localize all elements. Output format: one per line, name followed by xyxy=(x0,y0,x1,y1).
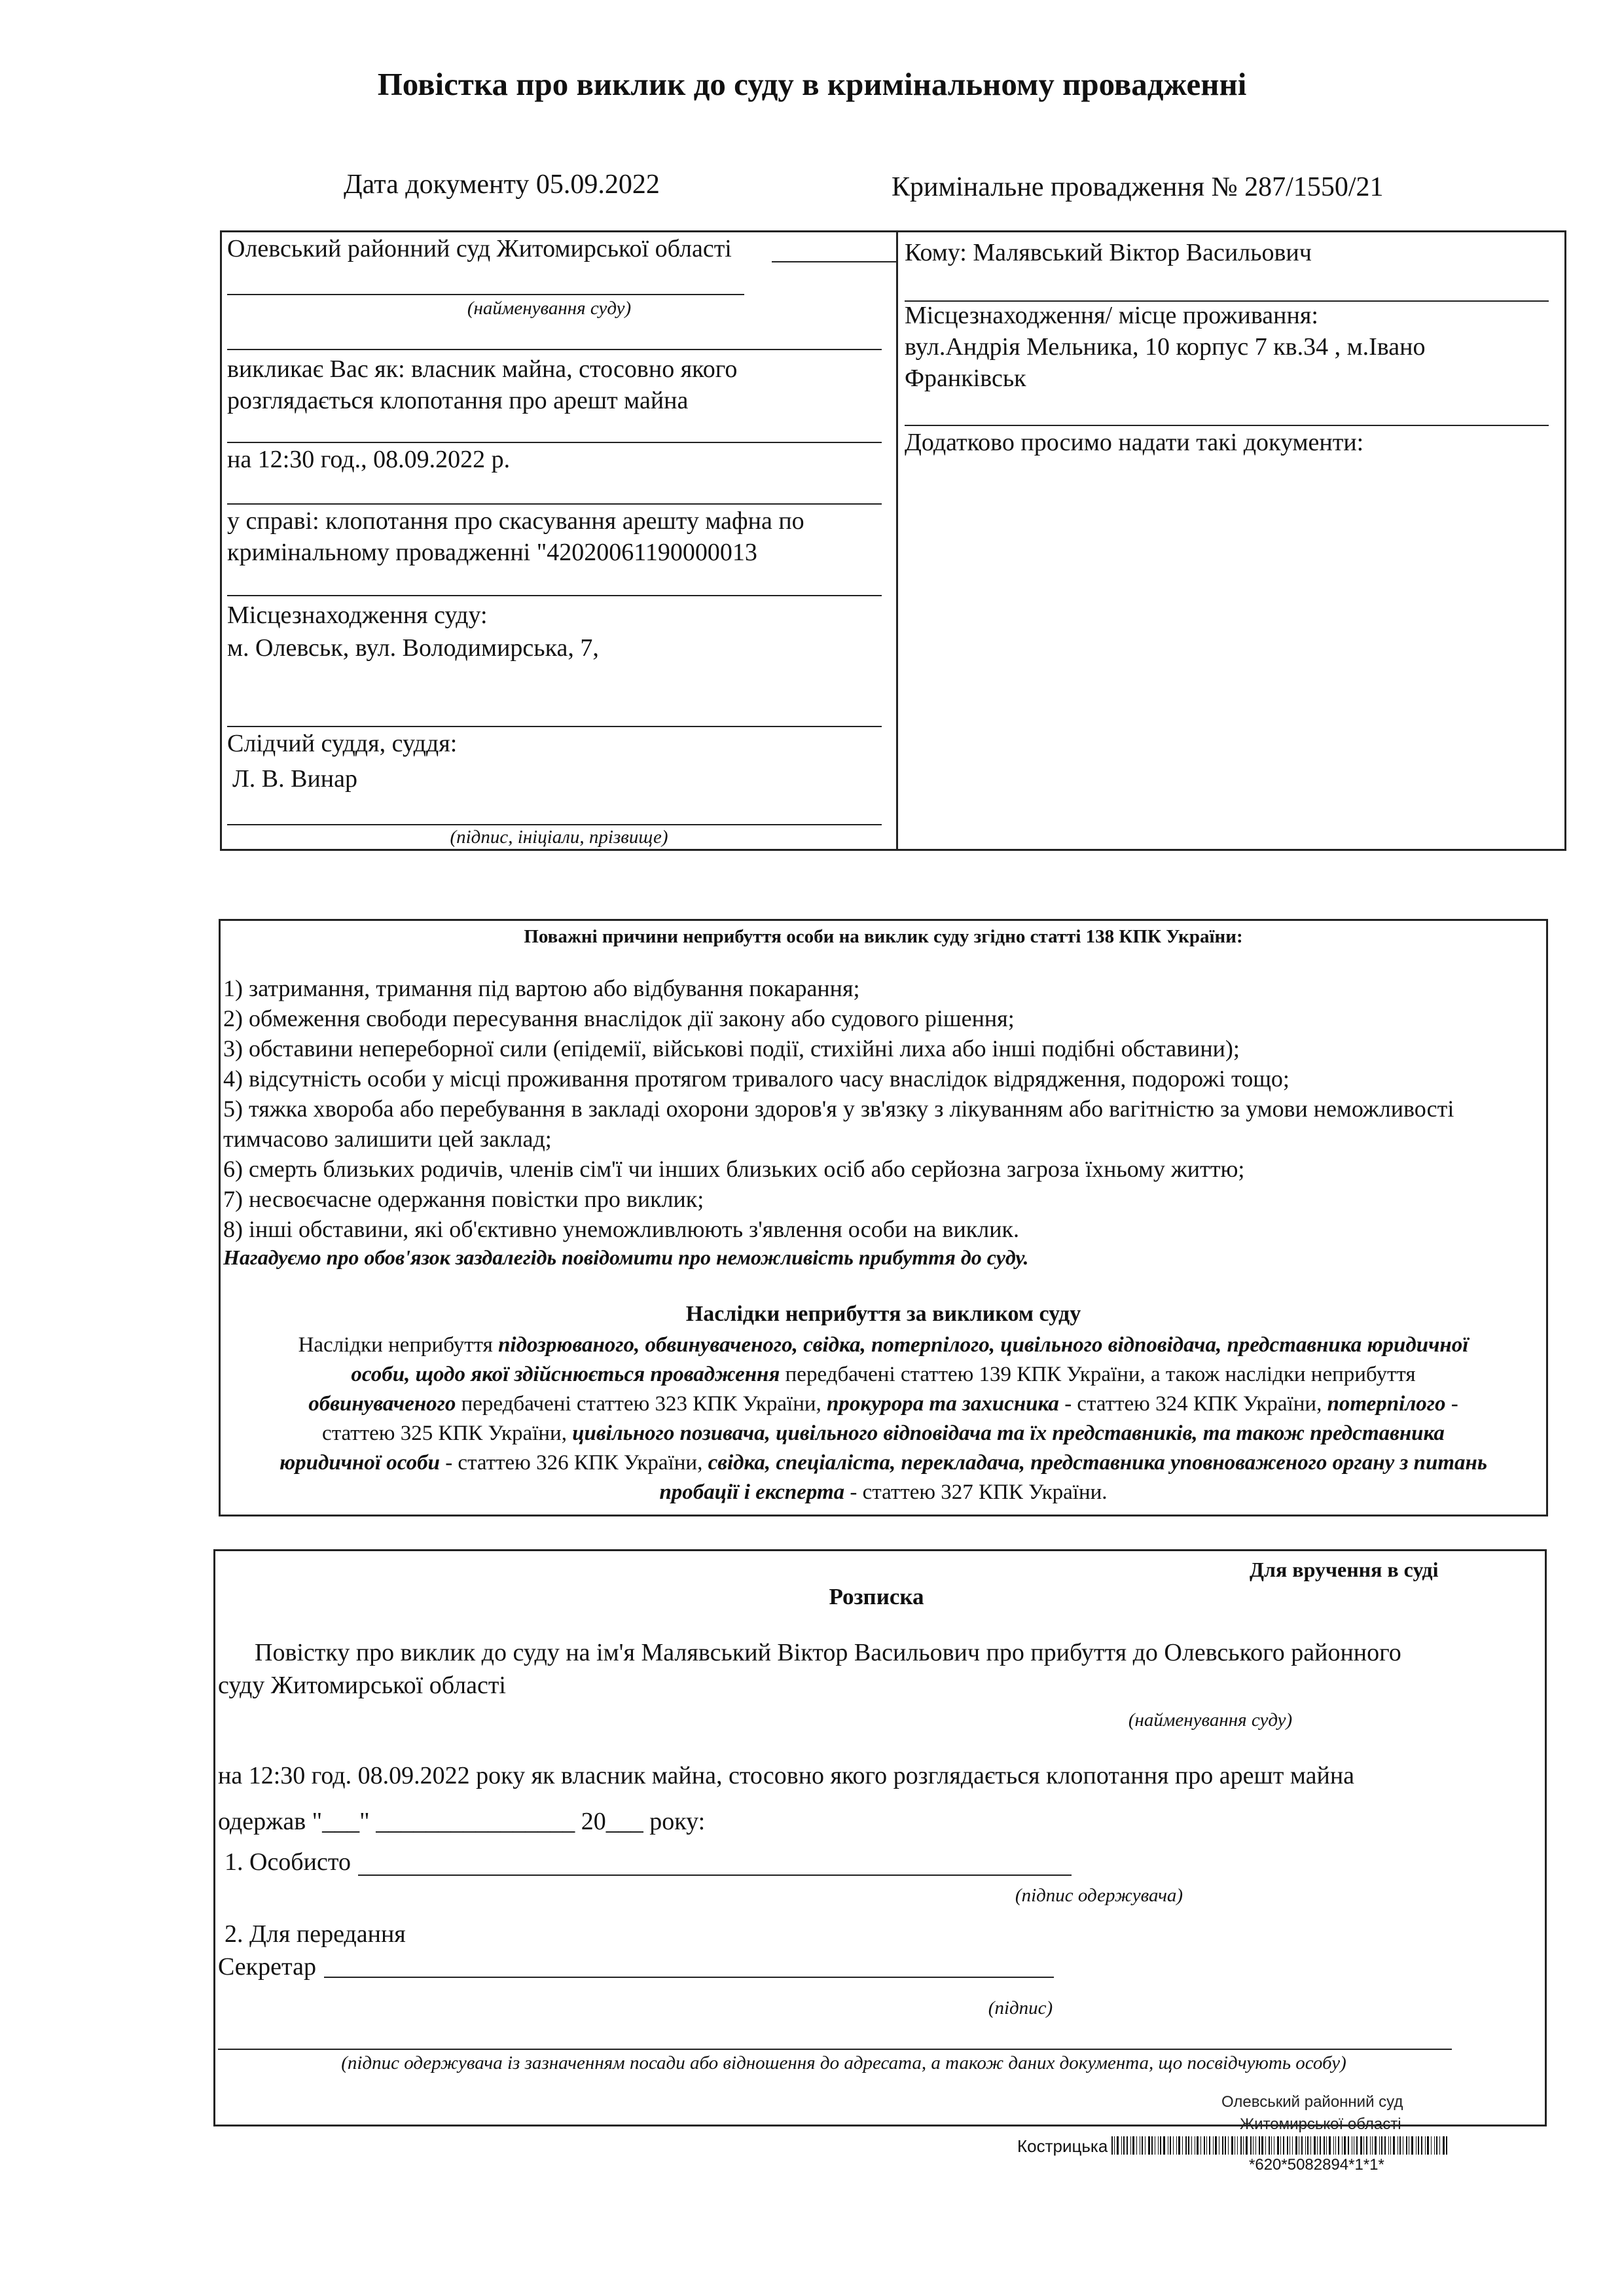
barcode-bar xyxy=(1360,2136,1362,2155)
barcode-bar xyxy=(1145,2136,1146,2155)
list-item: 3) обставини непереборної сили (епідемії, військові події, стихійні лиха або інші подібні обставини); xyxy=(223,1035,1240,1062)
barcode-bar xyxy=(1215,2136,1217,2155)
case-matter-line1: у справі: клопотання про скасування арешту мафна по xyxy=(227,507,804,535)
cons-text: статтею 325 КПК України, xyxy=(322,1422,573,1445)
barcode-bar xyxy=(1356,2136,1358,2155)
barcode-bar xyxy=(1333,2136,1334,2155)
list-item: 6) смерть близьких родичів, членів сім'ї чи інших близьких осіб або серйозна загроза їхньому життю; xyxy=(223,1156,1245,1182)
barcode-bar xyxy=(1384,2136,1386,2155)
barcode-bar xyxy=(1320,2136,1321,2155)
barcode-bar xyxy=(1307,2136,1308,2155)
list-item: 2) обмеження свободи пересування внаслідок дії закону або судового рішення; xyxy=(223,1005,1015,1031)
receipt-line2: суду Житомирської області xyxy=(218,1672,506,1699)
barcode-bar xyxy=(1176,2136,1177,2155)
barcode-bar xyxy=(1213,2136,1214,2155)
list-item: 8) інші обставини, які об'єктивно унеможливлюють з'явлення особи на виклик. xyxy=(223,1216,1019,1242)
address-line1: вул.Андрія Мельника, 10 корпус 7 кв.34 , м.Івано xyxy=(905,333,1426,361)
barcode-bar xyxy=(1310,2136,1311,2155)
cons-emphasis: особи, щодо якої здійснюється провадження xyxy=(351,1363,780,1386)
list-item: 7) несвоєчасне одержання повістки про виклик; xyxy=(223,1186,704,1212)
receipt-received: одержав "___" ________________ 20___ року: xyxy=(218,1808,706,1835)
absence-reasons-box xyxy=(219,919,1548,1516)
barcode-bar xyxy=(1197,2136,1199,2155)
cons-emphasis: цивільного позивача, цивільного відповідача та їх представників, та також представника xyxy=(572,1422,1445,1445)
cons-emphasis: потерпілого xyxy=(1327,1392,1446,1416)
barcode-bar xyxy=(1370,2136,1371,2155)
address-label: Місцезнаходження/ місце проживання: xyxy=(905,302,1318,329)
barcode-bar xyxy=(1191,2136,1192,2155)
barcode-bar xyxy=(1127,2136,1128,2155)
barcode-bar xyxy=(1261,2136,1263,2155)
cons-emphasis: свідка, спеціаліста, перекладача, представника уповноваженого органу з питань xyxy=(708,1451,1487,1475)
barcode-bar xyxy=(1240,2136,1242,2155)
barcode-bar xyxy=(1163,2136,1165,2155)
barcode-bar xyxy=(1121,2136,1122,2155)
barcode-bar xyxy=(1225,2136,1226,2155)
barcode-bar xyxy=(1421,2136,1422,2155)
barcode-bar xyxy=(1246,2136,1248,2155)
receipt-line1: Повістку про виклик до суду на ім'я Малявський Віктор Васильович про прибуття до Олевського районного xyxy=(255,1639,1401,1666)
barcode-bar xyxy=(1431,2136,1432,2155)
receipt-box xyxy=(213,1549,1547,2126)
barcode-bar xyxy=(1295,2136,1297,2155)
barcode-bar xyxy=(1228,2136,1229,2155)
cons-text: Наслідки неприбуття xyxy=(298,1333,499,1357)
cons-emphasis: обвинуваченого xyxy=(308,1392,456,1416)
secretary-signature-caption: (підпис) xyxy=(988,1998,1053,2018)
barcode-bar xyxy=(1344,2136,1346,2155)
barcode-bar xyxy=(1200,2136,1201,2155)
barcode-bar xyxy=(1406,2136,1407,2155)
barcode-bar xyxy=(1335,2136,1336,2155)
consequences-title: Наслідки неприбуття за викликом суду xyxy=(685,1302,1081,1326)
barcode-bar xyxy=(1182,2136,1183,2155)
barcode-bar xyxy=(1132,2136,1134,2155)
barcode-bar xyxy=(1439,2136,1440,2155)
cons-emphasis: прокурора та захисника xyxy=(827,1392,1059,1416)
barcode-bar xyxy=(1114,2136,1115,2155)
case-number: Кримінальне провадження № 287/1550/21 xyxy=(892,172,1384,202)
barcode-bar xyxy=(1188,2136,1189,2155)
court-caption: (найменування суду) xyxy=(467,298,632,319)
reasons-list xyxy=(223,973,1539,1244)
barcode-bar xyxy=(1329,2136,1331,2155)
case-matter-line2: кримінальному провадженні "42020061190000013 xyxy=(227,539,757,566)
barcode-bar xyxy=(1269,2136,1270,2155)
consequences-text xyxy=(221,1331,1546,1507)
list-item: 1) затримання, тримання під вартою або відбування покарання; xyxy=(223,975,860,1001)
barcode-bar xyxy=(1253,2136,1254,2155)
barcode-bar xyxy=(1372,2136,1373,2155)
list-item: 4) відсутність особи у місці проживання протягом тривалого часу внаслідок відрядження, подорожі тощо; xyxy=(223,1066,1290,1092)
barcode-bar xyxy=(1436,2136,1437,2155)
barcode-bar xyxy=(1399,2136,1401,2155)
barcode xyxy=(1111,2135,1543,2155)
stamp-court-line2: Житомирської області xyxy=(1240,2115,1401,2133)
barcode-bar xyxy=(1185,2136,1187,2155)
barcode-bar xyxy=(1160,2136,1161,2155)
barcode-bar xyxy=(1170,2136,1171,2155)
barcode-bar xyxy=(1151,2136,1153,2155)
barcode-bar xyxy=(1148,2136,1150,2155)
barcode-bar xyxy=(1305,2136,1306,2155)
barcode-bar xyxy=(1237,2136,1238,2155)
cons-emphasis: юридичної особи xyxy=(280,1451,440,1475)
barcode-bar xyxy=(1173,2136,1174,2155)
barcode-bar xyxy=(1142,2136,1143,2155)
barcode-bar xyxy=(1117,2136,1119,2155)
stamp-court-line1: Олевський районний суд xyxy=(1221,2093,1403,2111)
barcode-bar xyxy=(1209,2136,1210,2155)
reasons-title: Поважні причини неприбуття особи на виклик суду згідно статті 138 КПК України: xyxy=(524,926,1243,947)
barcode-bar xyxy=(1434,2136,1435,2155)
barcode-code: *620*5082894*1*1* xyxy=(1249,2156,1384,2174)
receipt-title: Розписка xyxy=(829,1584,924,1609)
barcode-bar xyxy=(1363,2136,1364,2155)
cons-emphasis: підозрюваного, обвинуваченого, свідка, потерпілого, цивільного відповідача, представника юридичної xyxy=(498,1333,1469,1357)
recipient-signature-caption: (підпис одержувача) xyxy=(1015,1885,1183,1906)
barcode-bar xyxy=(1411,2136,1413,2155)
secretary-label: Секретар xyxy=(218,1953,316,1981)
cons-text: - статтею 324 КПК України, xyxy=(1058,1392,1327,1416)
court-location-value: м. Олевськ, вул. Володимирська, 7, xyxy=(227,634,599,662)
barcode-bar xyxy=(1446,2136,1447,2155)
page-title: Повістка про виклик до суду в кримінальному провадженні xyxy=(377,66,1247,102)
receipt-footer-caption: (підпис одержувача із зазначенням посади або відношення до адресата, а також даних документа, що посвідчують особу) xyxy=(341,2053,1346,2073)
additional-documents-label: Додатково просимо надати такі документи: xyxy=(905,429,1364,456)
list-item: тимчасово залишити цей заклад; xyxy=(223,1126,552,1152)
list-item: 5) тяжка хвороба або перебування в закладі охорони здоров'я у зв'язку з лікуванням або вагітністю за умови неможливості xyxy=(223,1096,1454,1122)
barcode-bar xyxy=(1111,2136,1113,2155)
court-location-label: Місцезнаходження суду: xyxy=(227,601,488,629)
barcode-bar xyxy=(1287,2136,1288,2155)
barcode-bar xyxy=(1324,2136,1325,2155)
summons-role-line1: викликає Вас як: власник майна, стосовно якого xyxy=(227,355,738,383)
barcode-bar xyxy=(1243,2136,1244,2155)
barcode-bar xyxy=(1178,2136,1180,2155)
barcode-bar xyxy=(1136,2136,1137,2155)
barcode-bar xyxy=(1342,2136,1343,2155)
court-name: Олевський районний суд Житомирської області xyxy=(227,235,732,262)
barcode-bar xyxy=(1393,2136,1395,2155)
summons-role-line2: розглядається клопотання про арешт майна xyxy=(227,387,689,414)
barcode-bar xyxy=(1366,2136,1367,2155)
summons-left-panel xyxy=(220,230,898,851)
barcode-bar xyxy=(1314,2136,1316,2155)
barcode-bar xyxy=(1379,2136,1380,2155)
judge-label: Слідчий суддя, суддя: xyxy=(227,730,458,757)
cons-text: передбачені статтею 323 КПК України, xyxy=(456,1392,827,1416)
barcode-bar xyxy=(1250,2136,1252,2155)
barcode-bar xyxy=(1443,2136,1445,2155)
barcode-bar xyxy=(1222,2136,1223,2155)
summons-right-panel xyxy=(896,230,1566,851)
barcode-bar xyxy=(1317,2136,1318,2155)
barcode-bar xyxy=(1280,2136,1281,2155)
barcode-bar xyxy=(1418,2136,1419,2155)
barcode-bar xyxy=(1292,2136,1293,2155)
barcode-bar xyxy=(1326,2136,1327,2155)
barcode-bar xyxy=(1390,2136,1391,2155)
judge-name: Л. В. Винар xyxy=(232,765,358,793)
barcode-bar xyxy=(1271,2136,1272,2155)
recipient-name: Кому: Малявський Віктор Васильович xyxy=(905,239,1312,266)
cons-emphasis: пробації і експерта xyxy=(659,1480,845,1504)
barcode-bar xyxy=(1231,2136,1233,2155)
barcode-bar xyxy=(1206,2136,1207,2155)
personal-label: 1. Особисто xyxy=(225,1848,351,1876)
address-line2: Франківськ xyxy=(905,365,1026,392)
barcode-bar xyxy=(1425,2136,1426,2155)
barcode-bar xyxy=(1348,2136,1349,2155)
barcode-bar xyxy=(1375,2136,1377,2155)
for-court-delivery: Для вручення в суді xyxy=(1250,1558,1439,1581)
hearing-time: на 12:30 год., 08.09.2022 р. xyxy=(227,446,511,473)
clerk-name: Кострицька xyxy=(1017,2136,1108,2156)
judge-caption: (підпис, ініціали, прізвище) xyxy=(450,827,668,848)
transfer-label: 2. Для передання xyxy=(225,1920,406,1948)
document-date: Дата документу 05.09.2022 xyxy=(344,170,660,200)
barcode-bar xyxy=(1265,2136,1266,2155)
barcode-bar xyxy=(1427,2136,1429,2155)
reminder-note: Нагадуємо про обов'язок заздалегідь повідомити про неможливість прибуття до суду. xyxy=(223,1246,1029,1269)
receipt-line3: на 12:30 год. 08.09.2022 року як власник майна, стосовно якого розглядається клопотання про арешт майна xyxy=(218,1762,1355,1789)
barcode-bar xyxy=(1130,2136,1131,2155)
barcode-bar xyxy=(1204,2136,1205,2155)
cons-text: передбачені статтею 139 КПК України, а також наслідки неприбуття xyxy=(780,1363,1416,1386)
barcode-bar xyxy=(1277,2136,1279,2155)
cons-text: - статтею 326 КПК України, xyxy=(439,1451,708,1475)
barcode-bar xyxy=(1123,2136,1125,2155)
receipt-court-caption: (найменування суду) xyxy=(1128,1710,1293,1731)
barcode-bar xyxy=(1301,2136,1303,2155)
barcode-bar xyxy=(1338,2136,1339,2155)
cons-text: - статтею 327 КПК України. xyxy=(844,1480,1108,1504)
barcode-bar xyxy=(1283,2136,1284,2155)
cons-text: - xyxy=(1445,1392,1458,1416)
barcode-bar xyxy=(1259,2136,1260,2155)
barcode-bar xyxy=(1381,2136,1382,2155)
barcode-bar xyxy=(1388,2136,1389,2155)
barcode-bar xyxy=(1255,2136,1256,2155)
barcode-bar xyxy=(1158,2136,1159,2155)
